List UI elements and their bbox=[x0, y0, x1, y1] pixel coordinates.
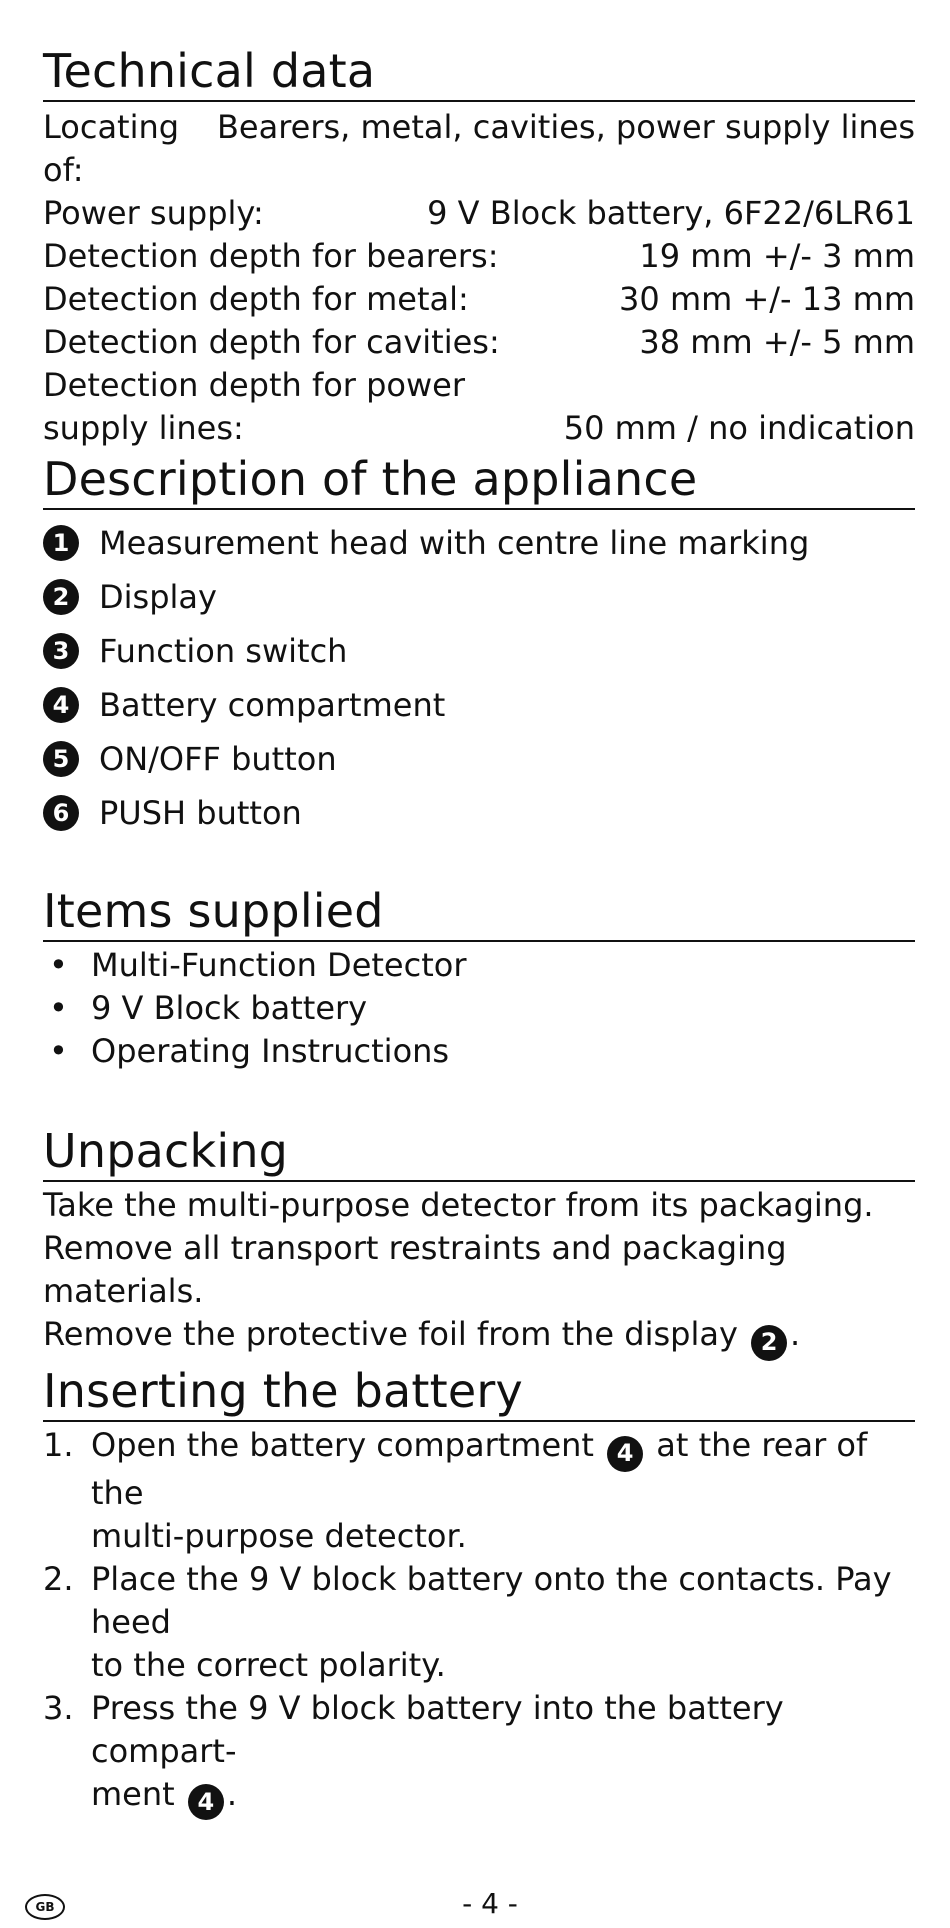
country-badge-icon: GB bbox=[25, 1894, 65, 1920]
tech-value: 38 mm +/- 5 mm bbox=[639, 323, 915, 361]
part-item bbox=[43, 624, 915, 678]
inserting-battery-section bbox=[43, 1364, 915, 1820]
list-item-text: 9 V Block battery bbox=[91, 989, 368, 1027]
description-section bbox=[43, 452, 915, 840]
items-supplied-section bbox=[43, 884, 915, 1073]
page-footer bbox=[0, 1887, 950, 1924]
list-item-text: Operating Instructions bbox=[91, 1032, 450, 1070]
part-number-badge: 6 bbox=[43, 795, 79, 831]
step-number: 2. bbox=[43, 1559, 74, 1598]
tech-label: Detection depth for bearers: bbox=[43, 237, 499, 275]
list-item bbox=[43, 987, 915, 1030]
step-text: Place the 9 V block battery onto the contacts. Pay heed bbox=[91, 1559, 892, 1641]
paragraph-line: Remove all transport restraints and packaging materials. bbox=[43, 1229, 787, 1310]
part-item bbox=[43, 570, 915, 624]
step-text: at the rear of the bbox=[91, 1426, 868, 1512]
part-label: Function switch bbox=[99, 632, 348, 670]
step-text: multi-purpose detector. bbox=[91, 1516, 467, 1555]
paragraph-line bbox=[43, 1313, 915, 1361]
tech-value: 30 mm +/- 13 mm bbox=[619, 280, 915, 318]
part-number-badge: 2 bbox=[43, 579, 79, 615]
step-item bbox=[43, 1558, 915, 1687]
unpacking-heading: Unpacking bbox=[43, 1124, 915, 1182]
technical-data-section bbox=[43, 44, 915, 450]
step-text: Press the 9 V block battery into the battery compart- bbox=[91, 1688, 784, 1770]
tech-label-line: Detection depth for power bbox=[43, 366, 466, 404]
part-number-badge: 2 bbox=[751, 1325, 787, 1361]
list-item bbox=[43, 1030, 915, 1073]
tech-value: 9 V Block battery, 6F22/6LR61 bbox=[427, 194, 915, 232]
inserting-battery-heading: Inserting the battery bbox=[43, 1364, 915, 1422]
tech-value: 50 mm / no indication bbox=[563, 409, 915, 447]
part-item bbox=[43, 678, 915, 732]
step-item bbox=[43, 1424, 915, 1558]
part-number-badge: 5 bbox=[43, 741, 79, 777]
page-number: - 4 - bbox=[462, 1887, 518, 1920]
paragraph-text: Remove the protective foil from the display bbox=[43, 1315, 738, 1353]
paragraph-text: . bbox=[790, 1315, 801, 1353]
list-item bbox=[43, 944, 915, 987]
tech-label bbox=[43, 364, 465, 450]
step-text: to the correct polarity. bbox=[91, 1645, 446, 1684]
tech-label: Power supply: bbox=[43, 194, 264, 232]
part-number-badge: 4 bbox=[43, 687, 79, 723]
tech-label-line: supply lines: bbox=[43, 409, 244, 447]
tech-row-locating bbox=[43, 106, 915, 192]
tech-row-power-lines bbox=[43, 364, 915, 450]
items-supplied-heading: Items supplied bbox=[43, 884, 915, 942]
list-item-text: Multi-Function Detector bbox=[91, 946, 467, 984]
part-number-badge: 3 bbox=[43, 633, 79, 669]
paragraph-line: Take the multi-purpose detector from its packaging. bbox=[43, 1186, 874, 1224]
part-item bbox=[43, 732, 915, 786]
part-label: Display bbox=[99, 578, 217, 616]
technical-data-heading: Technical data bbox=[43, 44, 915, 102]
step-text: Open the battery compartment bbox=[91, 1426, 594, 1464]
bullet-icon: • bbox=[49, 1032, 68, 1070]
step-number: 3. bbox=[43, 1688, 74, 1727]
tech-value: Bearers, metal, cavities, power supply lines bbox=[216, 108, 915, 146]
unpacking-section bbox=[43, 1124, 915, 1361]
tech-label: Detection depth for cavities: bbox=[43, 323, 500, 361]
tech-row-power-supply bbox=[43, 192, 915, 235]
step-text: . bbox=[226, 1774, 238, 1813]
description-heading: Description of the appliance bbox=[43, 452, 915, 510]
part-item bbox=[43, 516, 915, 570]
part-label: Measurement head with centre line marking bbox=[99, 524, 810, 562]
tech-value: 19 mm +/- 3 mm bbox=[639, 237, 915, 275]
tech-row-cavities bbox=[43, 321, 915, 364]
part-number-badge: 4 bbox=[607, 1436, 643, 1472]
part-item bbox=[43, 786, 915, 840]
part-label: Battery compartment bbox=[99, 686, 446, 724]
part-number-badge: 4 bbox=[188, 1784, 224, 1820]
part-label: ON/OFF button bbox=[99, 740, 337, 778]
tech-label: Locating of: bbox=[43, 108, 180, 189]
step-text: ment bbox=[91, 1774, 175, 1813]
part-label: PUSH button bbox=[99, 794, 302, 832]
step-number: 1. bbox=[43, 1426, 74, 1464]
part-number-badge: 1 bbox=[43, 525, 79, 561]
tech-row-bearers bbox=[43, 235, 915, 278]
tech-label: Detection depth for metal: bbox=[43, 280, 469, 318]
bullet-icon: • bbox=[49, 989, 68, 1027]
tech-row-metal bbox=[43, 278, 915, 321]
step-item bbox=[43, 1687, 915, 1821]
bullet-icon: • bbox=[49, 946, 68, 984]
